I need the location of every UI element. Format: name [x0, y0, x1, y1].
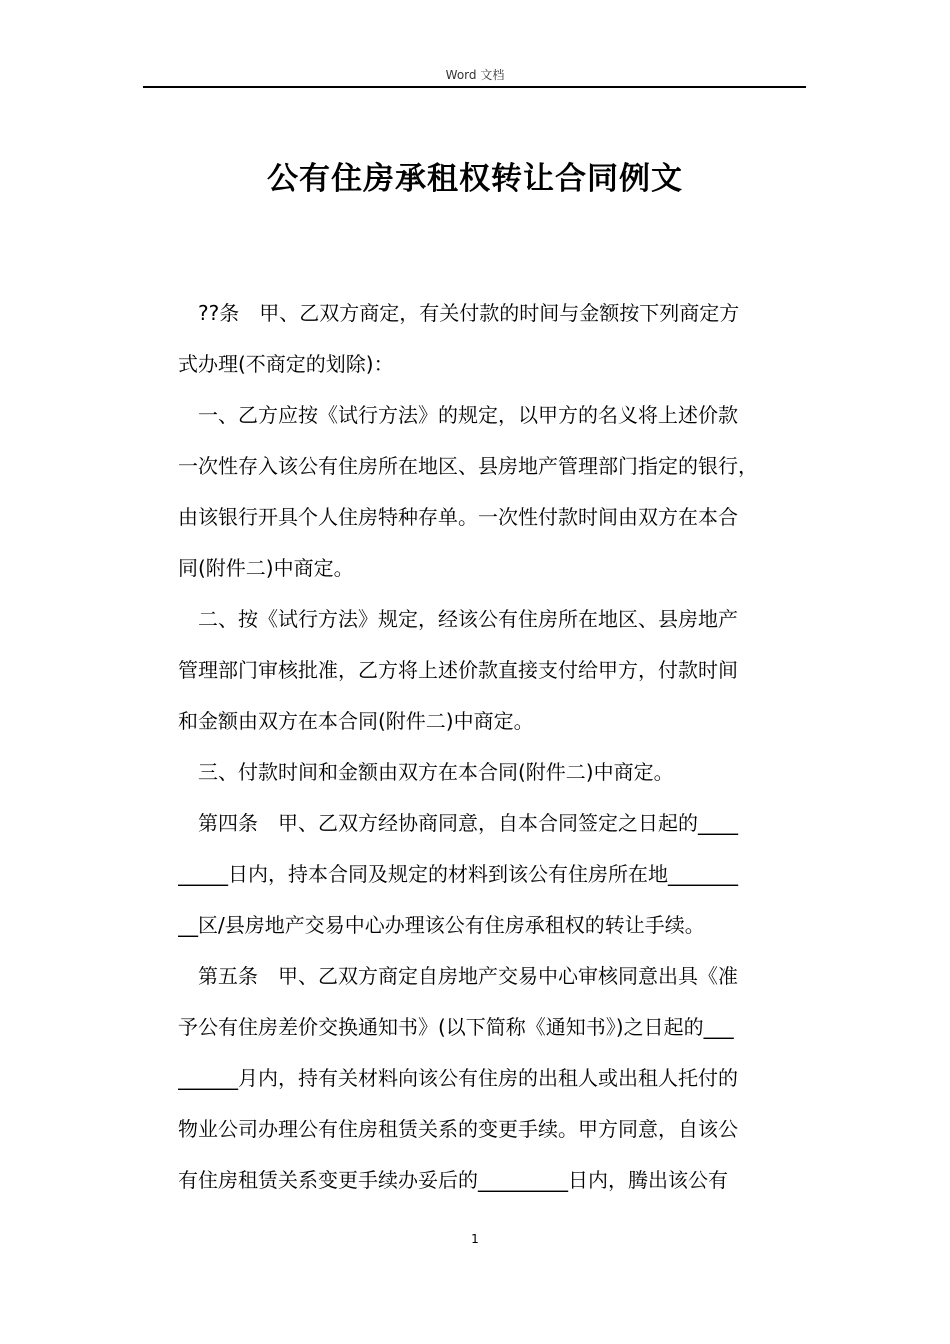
body-line: 二、按《试行方法》规定，经该公有住房所在地区、县房地产	[198, 607, 738, 631]
body-line: 一、乙方应按《试行方法》的规定，以甲方的名义将上述价款	[198, 403, 738, 427]
body-line: 物业公司办理公有住房租赁关系的变更手续。甲方同意，自该公	[178, 1117, 738, 1141]
body-line: 有住房租赁关系变更手续办妥后的_________日内，腾出该公有	[178, 1168, 728, 1192]
body-line: 式办理(不商定的划除)：	[178, 352, 394, 376]
page-number: 1	[471, 1232, 479, 1246]
body-line: 同(附件二)中商定。	[178, 556, 354, 580]
header-divider	[143, 86, 806, 88]
document-body	[178, 288, 802, 1206]
body-line: 和金额由双方在本合同(附件二)中商定。	[178, 709, 534, 733]
body-line: 三、付款时间和金额由双方在本合同(附件二)中商定。	[198, 760, 674, 784]
body-line: ??条 甲、乙双方商定，有关付款的时间与金额按下列商定方	[198, 301, 740, 325]
body-line: 由该银行开具个人住房特种存单。一次性付款时间由双方在本合	[178, 505, 738, 529]
body-line: _____日内，持本合同及规定的材料到该公有住房所在地_______	[178, 862, 738, 886]
body-line: 予公有住房差价交换通知书》(以下简称《通知书》)之日起的___	[178, 1015, 734, 1039]
body-line: __区/县房地产交易中心办理该公有住房承租权的转让手续。	[178, 913, 705, 937]
body-line: ______月内，持有关材料向该公有住房的出租人或出租人托付的	[178, 1066, 738, 1090]
document-title: 公有住房承租权转让合同例文	[267, 161, 683, 197]
body-line: 第四条 甲、乙双方经协商同意，自本合同签定之日起的____	[198, 811, 738, 835]
body-line: 管理部门审核批准，乙方将上述价款直接支付给甲方，付款时间	[178, 658, 738, 682]
header-label: Word 文档	[445, 68, 505, 82]
body-line: 第五条 甲、乙双方商定自房地产交易中心审核同意出具《准	[198, 964, 738, 988]
body-line: 一次性存入该公有住房所在地区、县房地产管理部门指定的银行，	[178, 454, 758, 478]
